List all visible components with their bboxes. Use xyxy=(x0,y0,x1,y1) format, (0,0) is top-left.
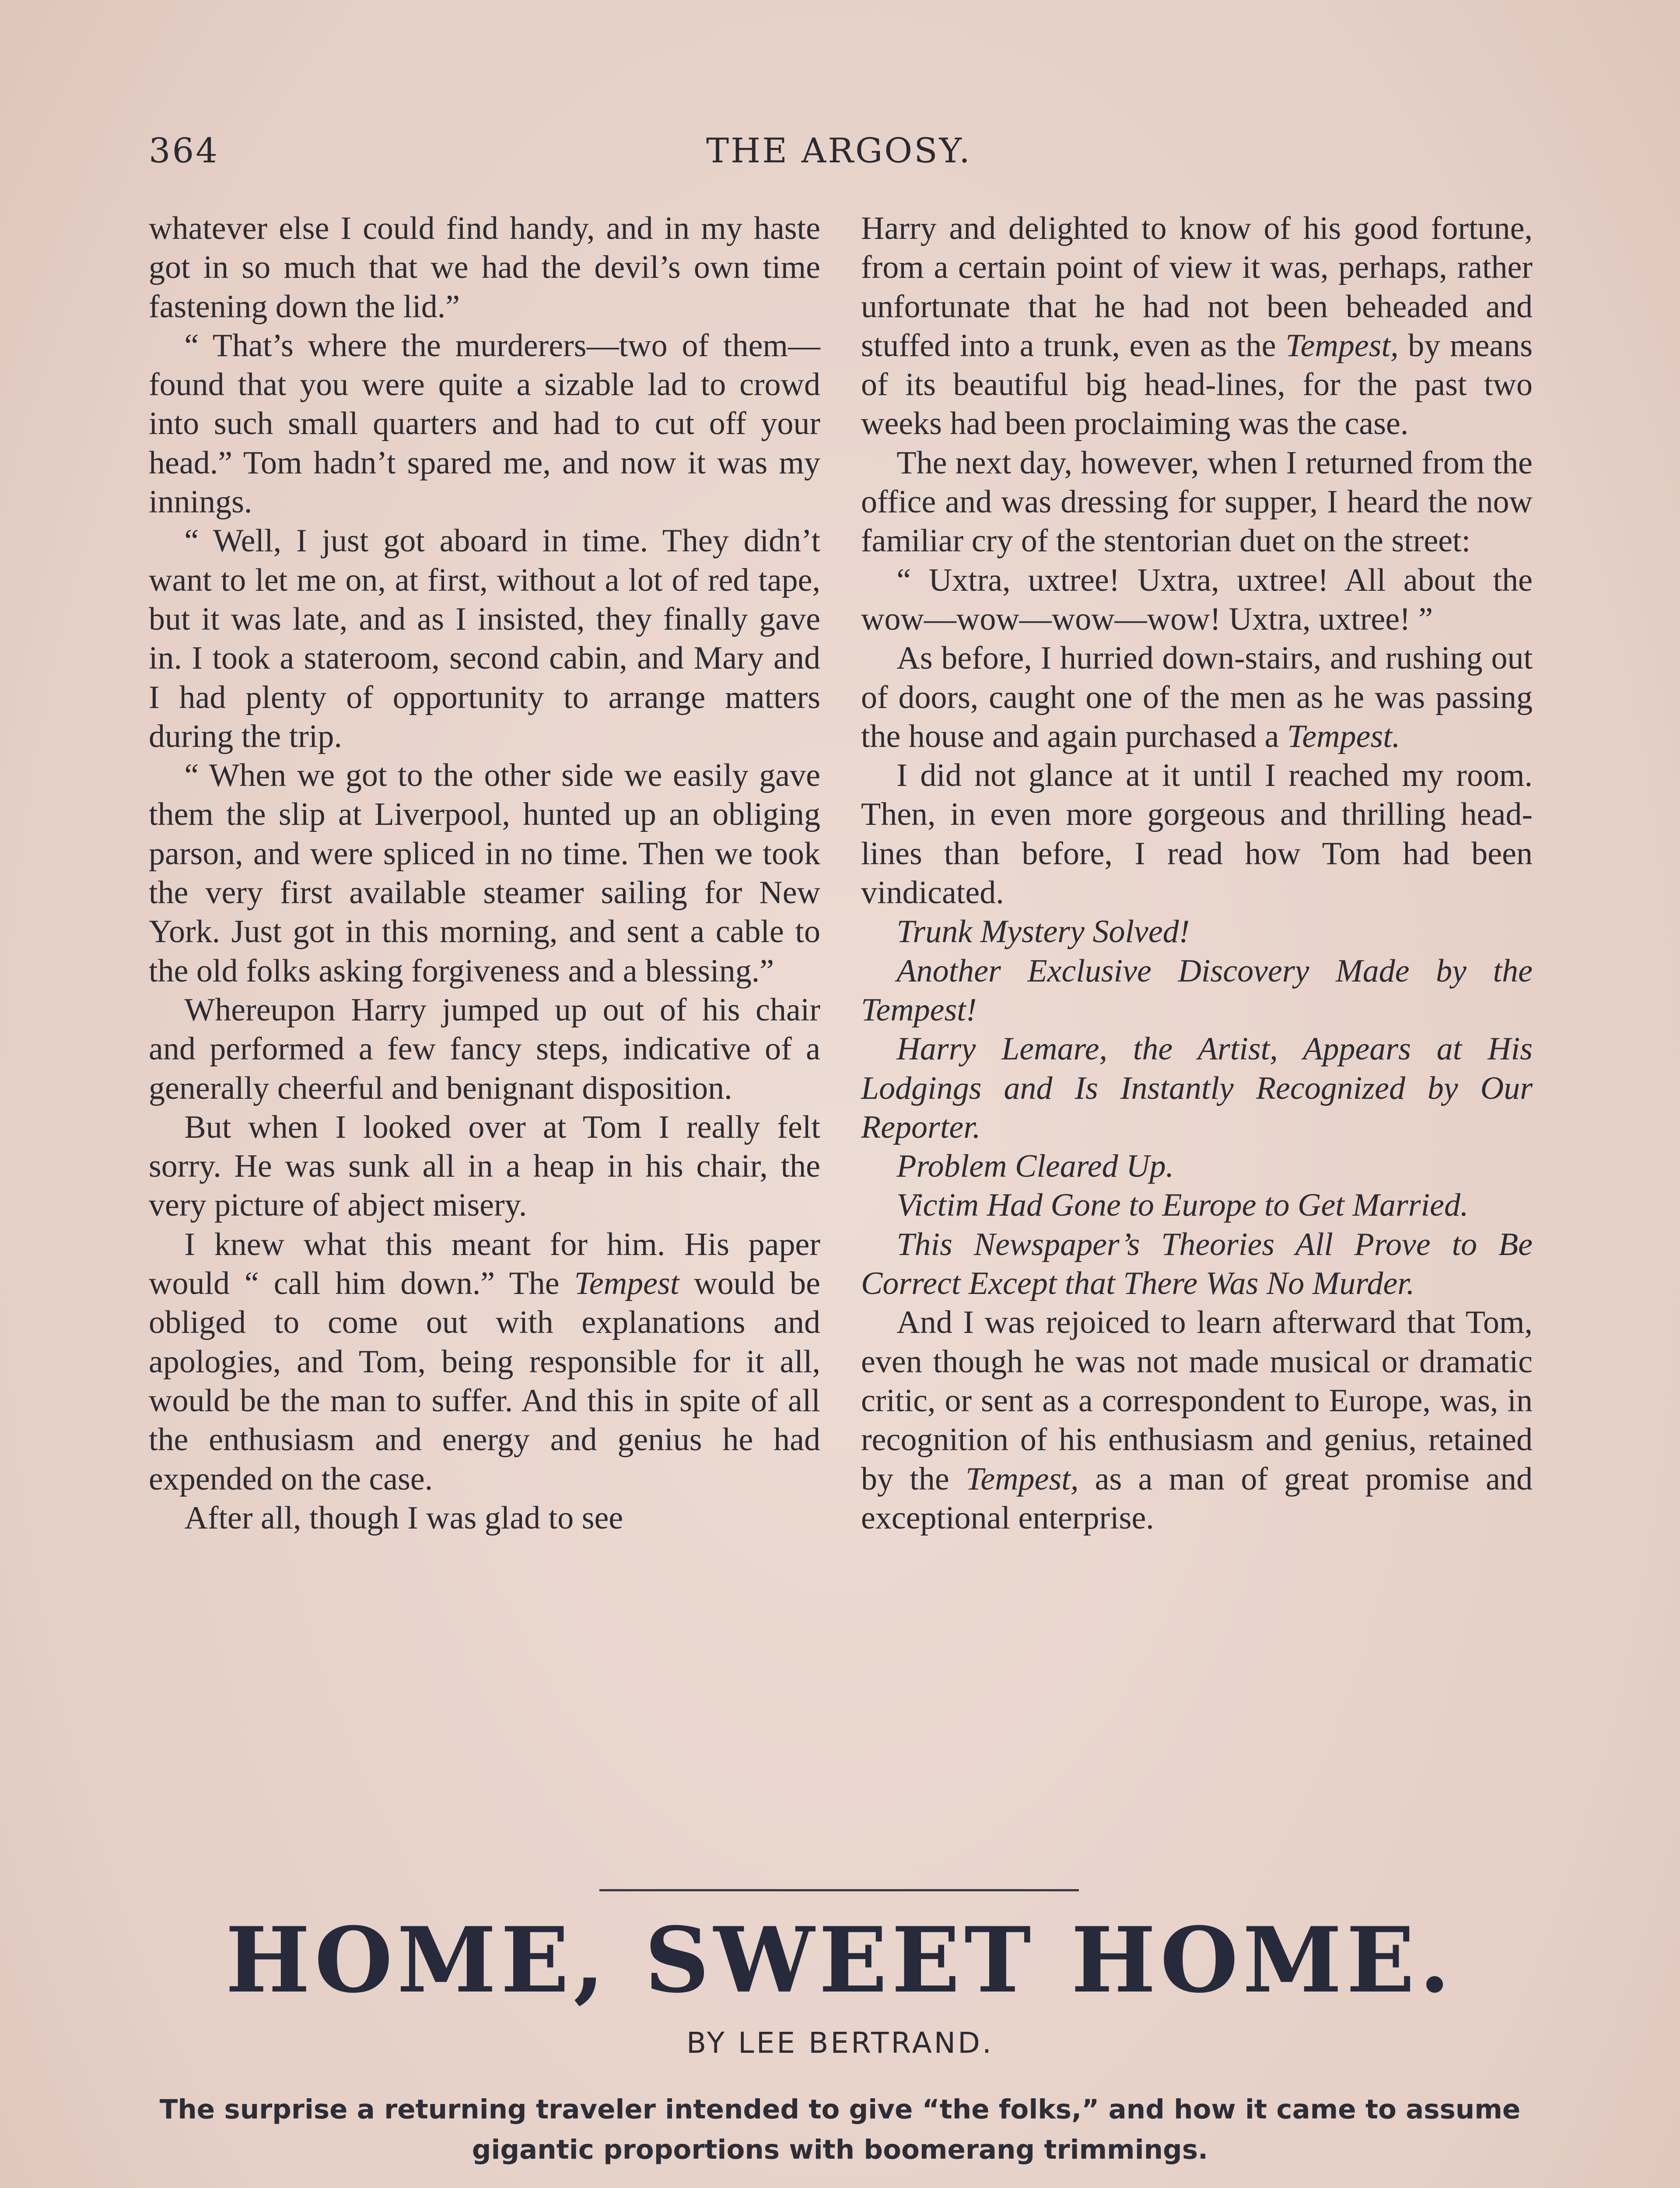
story-byline: BY LEE BERTRAND. xyxy=(686,2026,994,2060)
newspaper-headline: This Newspaper’s Theories All Prove to Be Correct Except that There Was No Murder. xyxy=(861,1226,1533,1302)
text-run: I knew what this meant for him. His paper would “ call him down.” The xyxy=(149,1226,820,1302)
paragraph xyxy=(861,209,1533,444)
paragraph: But when I looked over at Tom I really felt sorry. He was sunk all in a heap in his chair, the very picture of abject misery. xyxy=(149,1109,820,1224)
paragraph: After all, though I was glad to see xyxy=(184,1500,623,1536)
newspaper-headline: Trunk Mystery Solved! xyxy=(896,914,1190,950)
page-header xyxy=(149,131,1529,179)
paragraph: “ Well, I just got aboard in time. They didn’t want to let me on, at first, without a lot of red tape, but it was late, and as I insisted, they finally gave in. I took a stateroom, second cabin, and Mary and I had plenty of opportunity to arrange matters during the trip. xyxy=(149,523,820,754)
newspaper-headline: Harry Lemare, the Artist, Appears at His Lodgings and Is Instantly Recognized by Our Reporter. xyxy=(861,1031,1533,1145)
text-run: Harry and delighted to know of his good fortune, from a certain point of view it was, perhaps, rather unfortunate that he had not been beheaded and stuffed into a trunk, even as the xyxy=(861,210,1533,364)
story-title: HOME, SWEET HOME. xyxy=(225,1908,1455,2013)
newspaper-name: Tempest xyxy=(574,1266,679,1302)
paragraph xyxy=(861,1303,1533,1538)
story-blurb: The surprise a returning traveler intended to give “the folks,” and how it came to assume gigantic proportions with boomerang trimmings. xyxy=(159,2094,1521,2165)
newspaper-headline: Problem Cleared Up. xyxy=(896,1148,1174,1185)
paragraph: Whereupon Harry jumped up out of his chair and performed a few fancy steps, indicative of a generally cheerful and benignant disposition. xyxy=(149,992,820,1106)
column-left-upper xyxy=(149,209,820,1538)
page-number: 364 xyxy=(149,131,219,171)
newspaper-headline: Another Exclusive Discovery Made by the Tempest! xyxy=(861,953,1533,1028)
paragraph: “ When we got to the other side we easily gave them the slip at Liverpool, hunted up an obliging parson, and were spliced in no time. Then we took the very first available steamer sailing for New York. Just got in this morning, and sent a cable to the old folks asking forgiveness and a blessing.” xyxy=(149,757,820,989)
paragraph xyxy=(861,639,1533,756)
column-right-upper xyxy=(861,209,1533,1538)
text-run: would be obliged to come out with explanations and apologies, and Tom, being responsible for it all, would be the man to suffer. And this in spite of all the enthusiasm and energy and genius he had expended on the case. xyxy=(149,1266,820,1497)
newspaper-headline: Victim Had Gone to Europe to Get Married. xyxy=(896,1187,1469,1224)
running-head: THE ARGOSY. xyxy=(706,131,972,171)
newspaper-name: Tempest, xyxy=(965,1461,1079,1497)
paragraph xyxy=(149,1225,820,1499)
text-run: As before, I hurried down-stairs, and rushing out of doors, caught one of the men as he was passing the house and again purchased a xyxy=(861,640,1533,754)
text-run: by means of its beautiful big head-lines, for the past two weeks had been proclaiming was the case. xyxy=(861,327,1533,442)
paragraph: “ That’s where the murderers—two of them—found that you were quite a sizable lad to crowd into such small quarters and had to cut off your head.” Tom hadn’t spared me, and now it was my innings. xyxy=(149,327,820,520)
paragraph: whatever else I could find handy, and in my haste got in so much that we had the devil’s own time fastening down the lid.” xyxy=(149,210,820,325)
section-divider xyxy=(599,1889,1079,1891)
paragraph: The next day, however, when I returned from the office and was dressing for supper, I heard the now familiar cry of the stentorian duet on the street: xyxy=(861,445,1533,559)
text-run: as a man of great promise and exceptional enterprise. xyxy=(861,1461,1533,1536)
newspaper-name: Tempest. xyxy=(1287,718,1400,754)
paragraph: I did not glance at it until I reached my room. Then, in even more gorgeous and thrilling head-lines than before, I read how Tom had been vindicated. xyxy=(861,757,1533,911)
text-run: And I was rejoiced to learn afterward that Tom, even though he was not made musical or dramatic critic, or sent as a correspondent to Europe, was, in recognition of his enthusiasm and genius, retained by the xyxy=(861,1304,1533,1497)
paragraph: “ Uxtra, uxtree! Uxtra, uxtree! All about the wow—wow—wow—wow! Uxtra, uxtree! ” xyxy=(861,562,1533,637)
newspaper-name: Tempest, xyxy=(1285,327,1399,364)
